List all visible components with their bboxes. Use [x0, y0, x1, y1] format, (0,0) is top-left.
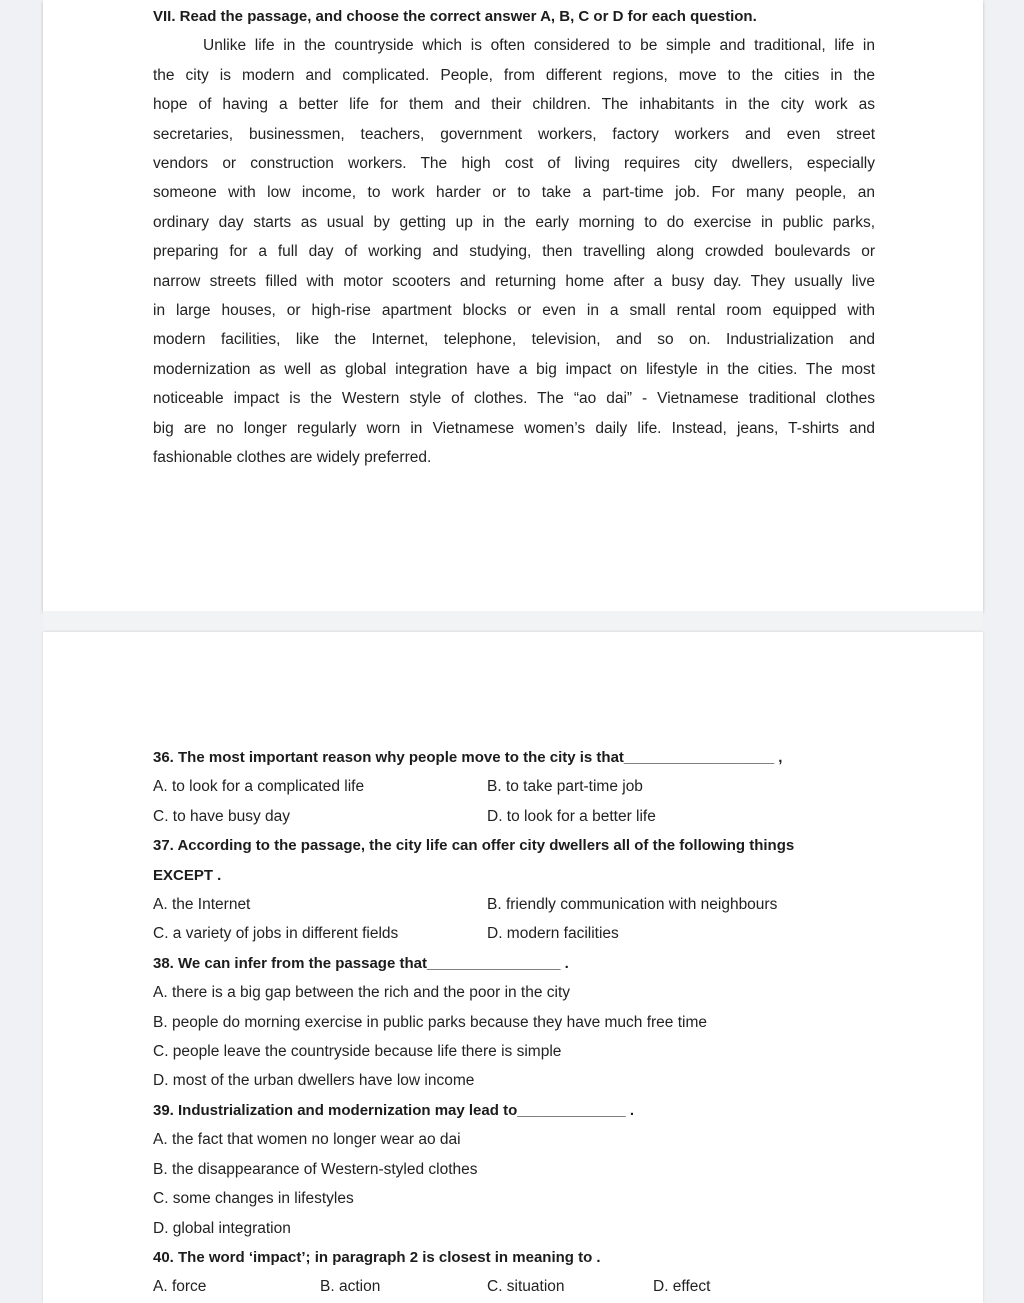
passage-line: ordinary day starts as usual by getting up in the early morning to do exercise in public parks,	[153, 213, 875, 231]
question-39-option-b: B. the disappearance of Western-styled clothes	[153, 1160, 478, 1178]
question-39-option-a: A. the fact that women no longer wear ao dai	[153, 1131, 461, 1149]
question-36-option-d: D. to look for a better life	[487, 807, 656, 825]
question-36-option-a: A. to look for a complicated life	[153, 778, 365, 796]
passage-line: in large houses, or high-rise apartment blocks or even in a small rental room equipped with	[153, 302, 875, 320]
reading-passage	[153, 31, 875, 472]
question-40-heading: 40. The word ‘impact’; in paragraph 2 is closest in meaning to .	[153, 1248, 601, 1266]
question-36-options	[153, 772, 875, 831]
question-40	[153, 1243, 875, 1302]
passage-line: preparing for a full day of working and studying, then travelling along crowded boulevards or	[153, 243, 875, 261]
passage-line: modern facilities, like the Internet, telephone, television, and so on. Industrialization and	[153, 331, 875, 349]
page-1-content	[43, 0, 983, 473]
passage-line: hope of having a better life for them and their children. The inhabitants in the city work as	[153, 96, 875, 114]
question-36-option-b: B. to take part-time job	[487, 778, 643, 796]
question-40-options	[153, 1272, 875, 1301]
passage-line: vendors or construction workers. The high cost of living requires city dwellers, especially	[153, 155, 875, 173]
question-39-option-d: D. global integration	[153, 1219, 291, 1237]
question-36	[153, 743, 875, 831]
passage-line: noticeable impact is the Western style of clothes. The “ao dai” - Vietnamese traditional clothes	[153, 390, 875, 408]
question-38-option-c: C. people leave the countryside because life there is simple	[153, 1043, 562, 1061]
question-37-option-c: C. a variety of jobs in different fields	[153, 925, 399, 943]
question-37-heading: 37. According to the passage, the city life can offer city dwellers all of the following things	[153, 837, 795, 855]
passage-line: the city is modern and complicated. People, from different regions, move to the cities in the	[153, 66, 875, 84]
question-36-option-c: C. to have busy day	[153, 807, 290, 825]
document-page-1	[43, 0, 983, 611]
question-39	[153, 1096, 875, 1243]
passage-line: Unlike life in the countryside which is often considered to be simple and traditional, life in	[203, 37, 875, 55]
document-page-2	[43, 632, 983, 1303]
question-38-option-d: D. most of the urban dwellers have low income	[153, 1072, 475, 1090]
passage-line: narrow streets filled with motor scooters and returning home after a busy day. They usually live	[153, 272, 875, 290]
passage-line: fashionable clothes are widely preferred.	[153, 449, 432, 467]
question-39-option-c: C. some changes in lifestyles	[153, 1190, 354, 1208]
question-40-option-c: C. situation	[487, 1278, 565, 1296]
passage-line: someone with low income, to work harder or to take a part-time job. For many people, an	[153, 184, 875, 202]
question-40-option-a: A. force	[153, 1278, 207, 1296]
section-heading: VII. Read the passage, and choose the correct answer A, B, C or D for each question.	[153, 8, 757, 25]
question-40-option-b: B. action	[320, 1278, 381, 1296]
question-37-heading-line-2: EXCEPT .	[153, 866, 222, 884]
question-37-option-a: A. the Internet	[153, 896, 251, 914]
question-40-option-d: D. effect	[653, 1278, 711, 1296]
question-36-heading: 36. The most important reason why people move to the city is that__________________ ,	[153, 749, 783, 766]
question-38-option-b: B. people do morning exercise in public parks because they have much free time	[153, 1013, 707, 1031]
question-38-heading: 38. We can infer from the passage that________________ .	[153, 954, 569, 972]
question-39-heading: 39. Industrialization and modernization may lead to_____________ .	[153, 1101, 635, 1119]
passage-line: secretaries, businessmen, teachers, government workers, factory workers and even street	[153, 125, 875, 143]
question-37-option-b: B. friendly communication with neighbours	[487, 896, 778, 914]
question-38	[153, 949, 875, 1096]
question-37-options	[153, 890, 875, 949]
page-gap	[43, 611, 983, 632]
question-37-option-d: D. modern facilities	[487, 925, 619, 943]
question-37	[153, 831, 875, 949]
passage-line: modernization as well as global integration have a big impact on lifestyle in the cities. The most	[153, 360, 875, 378]
question-38-option-a: A. there is a big gap between the rich and the poor in the city	[153, 984, 571, 1002]
page-2-content	[43, 632, 983, 1302]
passage-line: big are no longer regularly worn in Vietnamese women’s daily life. Instead, jeans, T-shirts and	[153, 419, 875, 437]
